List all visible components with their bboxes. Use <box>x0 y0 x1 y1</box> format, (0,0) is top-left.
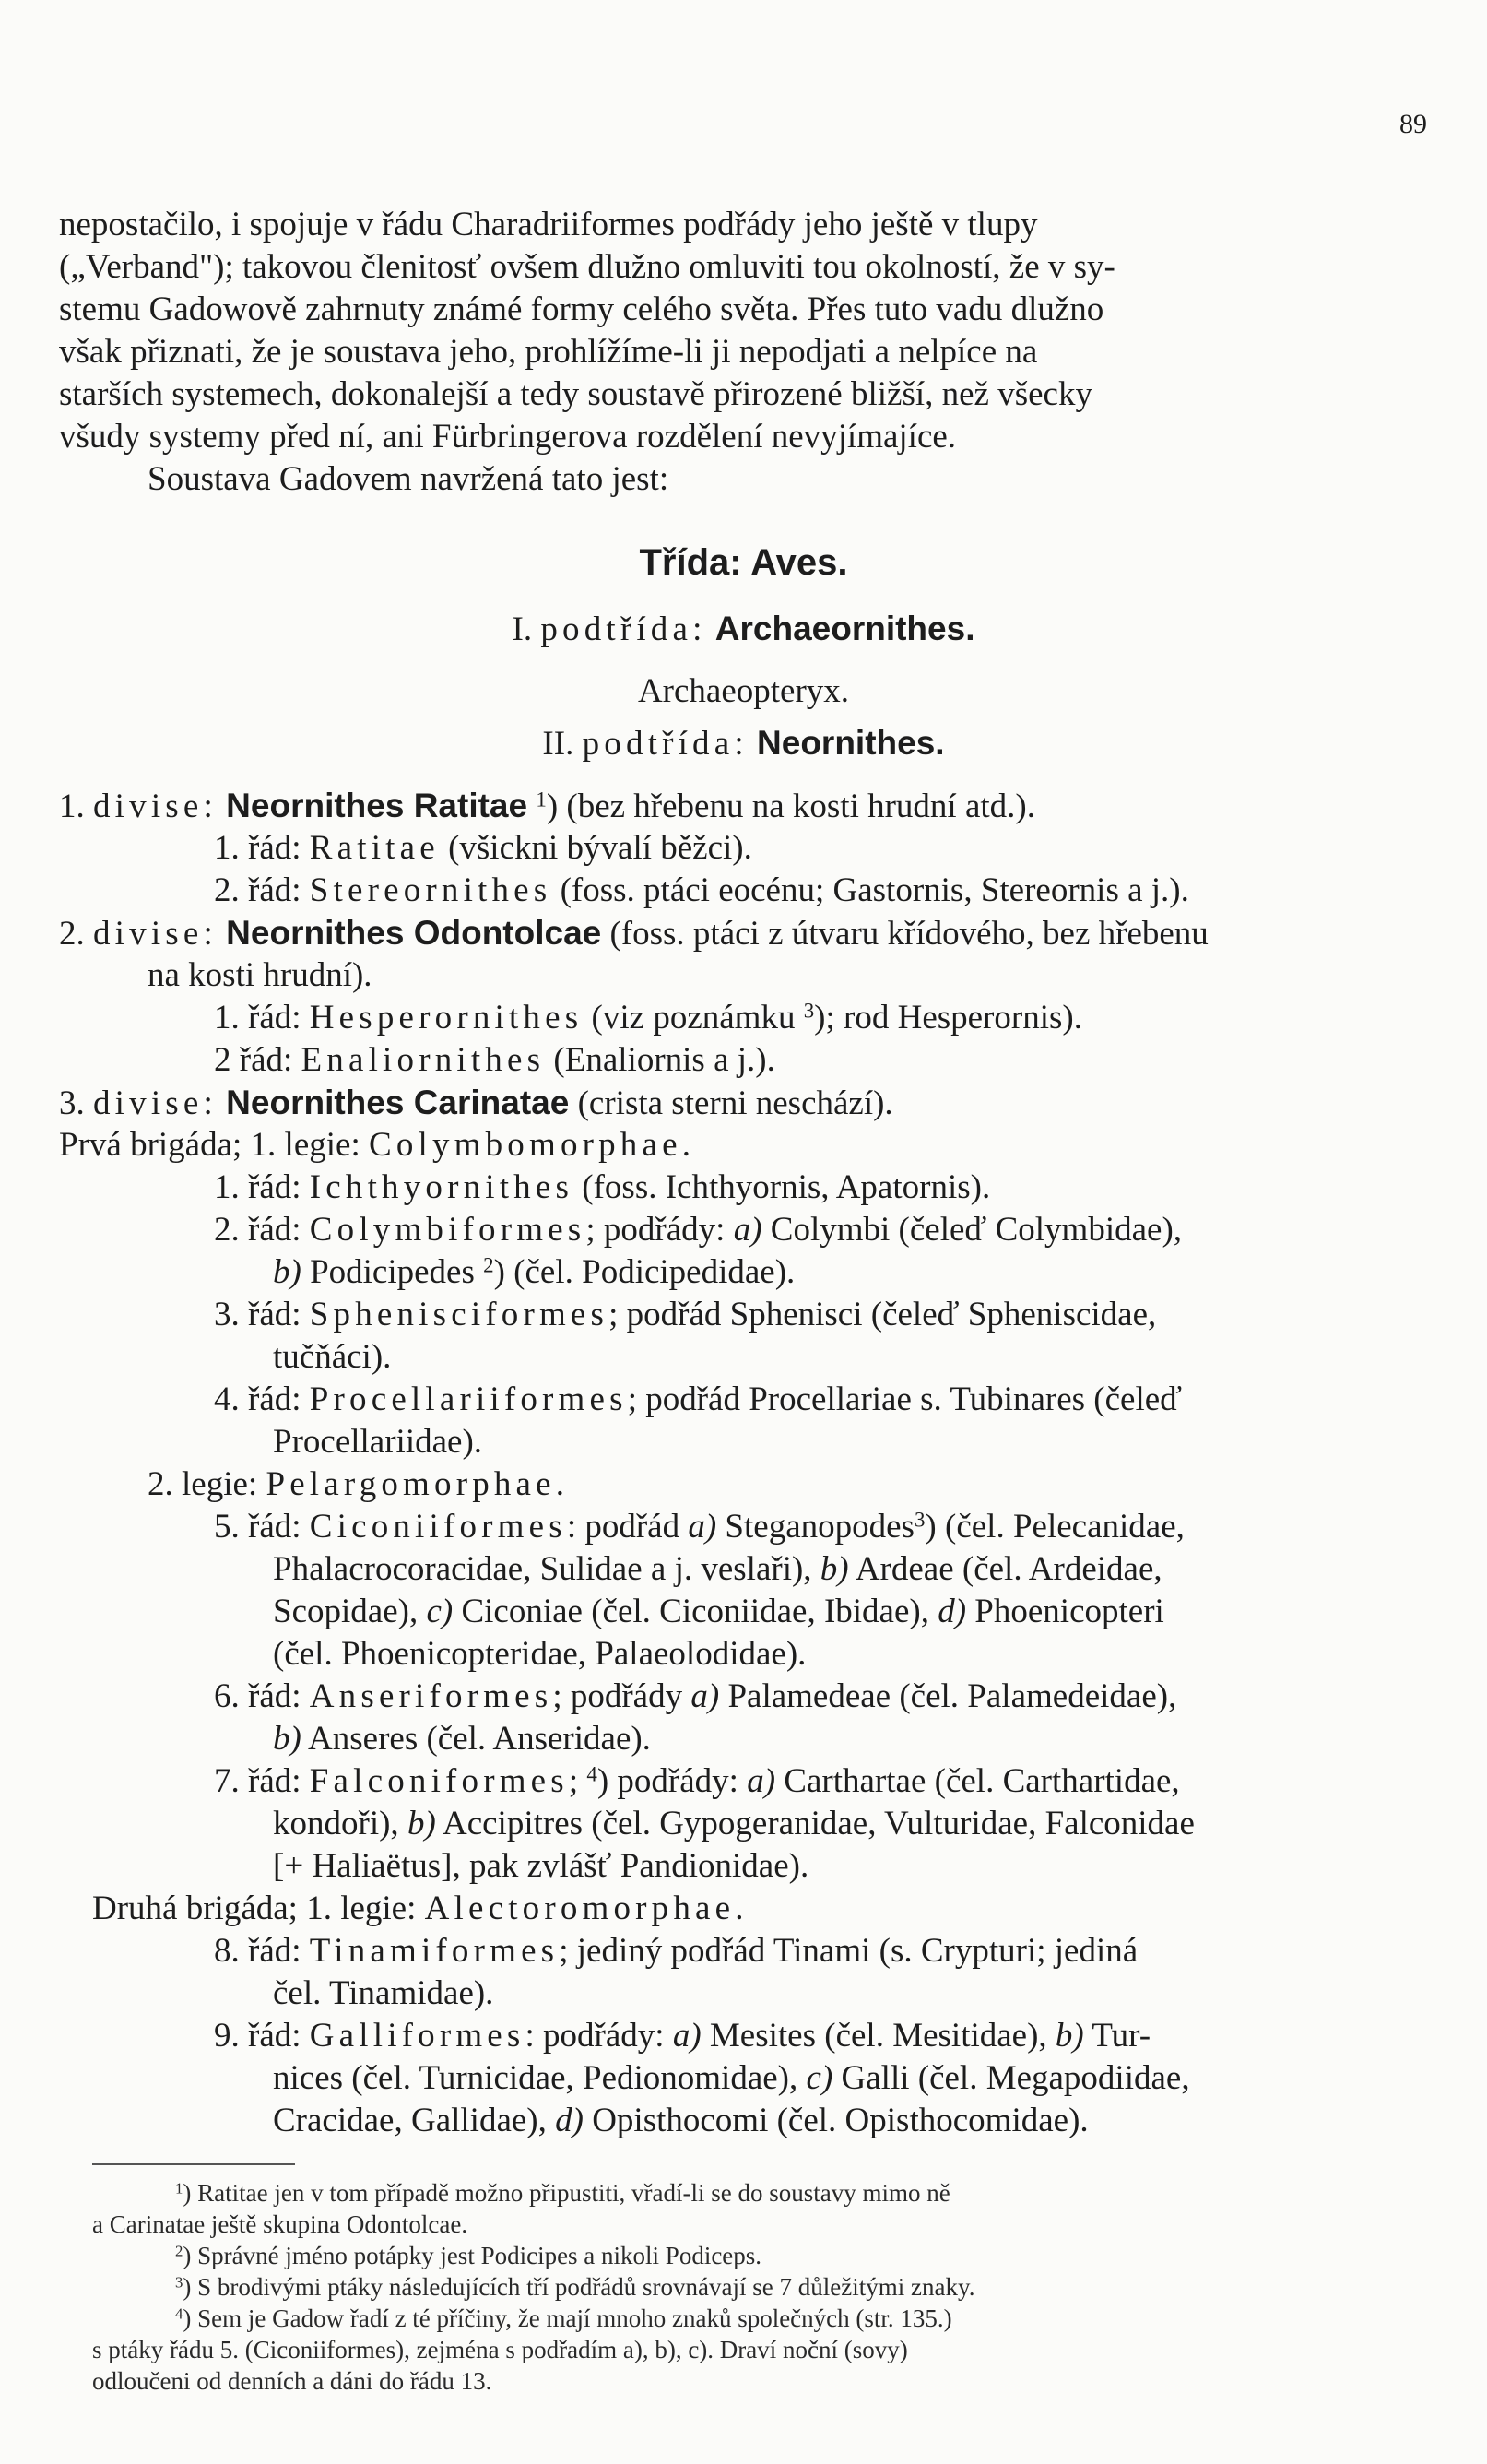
order-9: 9. řád: Galliformes: podřády: a) Mesites (čel. Mesitidae), b) Tur- <box>214 2017 1151 2055</box>
class-heading: Třída: Aves. <box>639 542 848 583</box>
order-stereornithes: 2. řád: Stereornithes (foss. ptáci eocénu; Gastornis, Stereornis a j.). <box>214 871 1189 909</box>
division-2-cont: na kosti hrudní). <box>148 956 372 994</box>
subclass-2-heading: II. podtřída: Neornithes. <box>542 724 945 763</box>
order-5-line-3: Scopidae), c) Ciconiae (čel. Ciconiidae, Ibidae), d) Phoenicopteri <box>273 1593 1164 1630</box>
order-9-line-3: Cracidae, Gallidae), d) Opisthocomi (čel. Opisthocomidae). <box>273 2102 1089 2139</box>
division-2: 2. divise: Neornithes Odontolcae (foss. ptáci z útvaru křídového, bez hřebenu <box>59 914 1209 953</box>
order-ratitae: 1. řád: Ratitae (všickni bývalí běžci). <box>214 829 752 867</box>
brigade-2: Druhá brigáda; 1. legie: Alectoromorphae. <box>92 1889 749 1927</box>
footnote-1-cont: a Carinatae ještě skupina Odontolcae. <box>92 2210 468 2238</box>
intro-line-1: nepostačilo, i spojuje v řádu Charadriiformes podřády jeho ještě v tlupy <box>59 206 1038 243</box>
intro-line-2: („Verband"); takovou členitosť ovšem dlužno omluviti tou okolností, že v sy- <box>59 248 1115 286</box>
order-hesperornithes: 1. řád: Hesperornithes (viz poznámku $^3$); rod Hesperornis). <box>214 999 1082 1037</box>
intro-line-7: Soustava Gadovem navržená tato jest: <box>148 460 669 498</box>
page-number: 89 <box>1399 109 1427 139</box>
order-4: 4. řád: Procellariiformes; podřád Procellariae s. Tubinares (čeleď <box>214 1380 1183 1418</box>
brigade-1: Prvá brigáda; 1. legie: Colymbomorphae. <box>59 1126 696 1164</box>
order-6-cont: b) Anseres (čel. Anseridae). <box>273 1720 651 1758</box>
order-2: 2. řád: Colymbiformes; podřády: a) Colymbi (čeleď Colymbidae), <box>214 1211 1183 1249</box>
archaeopteryx: Archaeopteryx. <box>637 672 850 710</box>
order-1: 1. řád: Ichthyornithes (foss. Ichthyornis, Apatornis). <box>214 1168 991 1206</box>
order-7-line-3: [+ Haliaëtus], pak zvlášť Pandionidae). <box>273 1847 809 1885</box>
order-7: 7. řád: Falconiformes; $^4$) podřády: a) Carthartae (čel. Carthartidae, <box>214 1762 1180 1800</box>
order-6: 6. řád: Anseriformes; podřády a) Palamedeae (čel. Palamedeidae), <box>214 1677 1177 1715</box>
subclass-1-heading: I. podtřída: Archaeornithes. <box>512 610 975 648</box>
footnote-2: $^2$) Správné jméno potápky jest Podicipes a nikoli Podiceps. <box>175 2242 762 2269</box>
order-7-line-2: kondoři), b) Accipitres (čel. Gypogeranidae, Vulturidae, Falconidae <box>273 1805 1195 1842</box>
legie-2: 2. legie: Pelargomorphae. <box>148 1465 570 1503</box>
order-8: 8. řád: Tinamiformes; jediný podřád Tinami (s. Crypturi; jediná <box>214 1932 1139 1970</box>
footnote-4-cont: s ptáky řádu 5. (Ciconiiformes), zejména s podřadím a), b), c). Draví noční (sovy) <box>92 2336 908 2363</box>
footnote-rule <box>92 2163 295 2165</box>
intro-line-4: však přiznati, že je soustava jeho, prohlížíme-li ji nepodjati a nelpíce na <box>59 333 1038 371</box>
intro-line-3: stemu Gadowově zahrnuty známé formy celého světa. Přes tuto vadu dlužno <box>59 290 1104 328</box>
order-9-line-2: nices (čel. Turnicidae, Pedionomidae), c) Galli (čel. Megapodiidae, <box>273 2059 1190 2097</box>
order-enaliornithes: 2 řád: Enaliornithes (Enaliornis a j.). <box>214 1041 775 1079</box>
order-2-cont: b) Podicipedes $^2$) (čel. Podicipedidae). <box>273 1253 796 1291</box>
division-3: 3. divise: Neornithes Carinatae (crista sterni neschází). <box>59 1084 893 1122</box>
order-5-line-2: Phalacrocoracidae, Sulidae a j. veslaři), b) Ardeae (čel. Ardeidae, <box>273 1550 1162 1588</box>
division-1: 1. divise: Neornithes Ratitae $^1$) (bez hřebenu na kosti hrudní atd.). <box>59 787 1035 825</box>
footnote-1: $^1$) Ratitae jen v tom případě možno připustiti, vřadí-li se do soustavy mimo ně <box>175 2179 950 2207</box>
order-3-cont: tučňáci). <box>273 1338 392 1376</box>
intro-line-6: všudy systemy před ní, ani Fürbringerova rozdělení nevyjímajíce. <box>59 418 957 456</box>
order-5: 5. řád: Ciconiiformes: podřád a) Steganopodes$^3$) (čel. Pelecanidae, <box>214 1508 1185 1546</box>
order-8-cont: čel. Tinamidae). <box>273 1974 494 2012</box>
order-4-cont: Procellariidae). <box>273 1423 483 1461</box>
intro-line-5: starších systemech, dokonalejší a tedy soustavě přirozené bližší, než všecky <box>59 375 1092 413</box>
footnote-4-cont-2: odloučeni od denních a dáni do řádu 13. <box>92 2367 492 2395</box>
footnote-4: $^4$) Sem je Gadow řadí z té příčiny, že mají mnoho znaků společných (str. 135.) <box>175 2304 952 2332</box>
footnote-3: $^3$) S brodivými ptáky následujících tří podřádů srovnávají se 7 důležitými znaky. <box>175 2273 975 2301</box>
order-3: 3. řád: Sphenisciformes; podřád Sphenisci (čeleď Spheniscidae, <box>214 1296 1157 1333</box>
order-5-line-4: (čel. Phoenicopteridae, Palaeolodidae). <box>273 1635 807 1673</box>
